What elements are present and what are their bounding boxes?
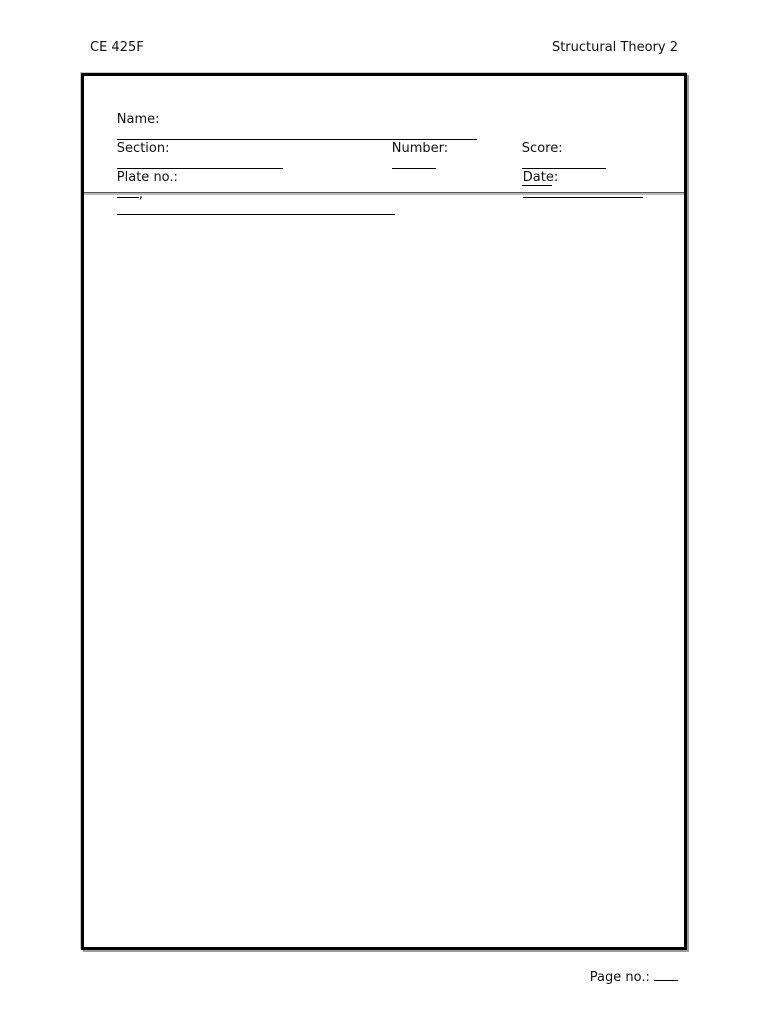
- score-label: Score:: [521, 141, 563, 156]
- name-label: Name:: [116, 112, 160, 127]
- number-field[interactable]: [392, 156, 436, 169]
- page-number: [590, 968, 678, 985]
- plate-frame: [81, 73, 687, 950]
- page-number-field[interactable]: [654, 968, 678, 981]
- page-label: Page no.:: [589, 970, 650, 985]
- number-label: Number:: [391, 141, 449, 156]
- course-title: Structural Theory 2: [551, 40, 678, 55]
- drawing-area[interactable]: [84, 196, 684, 947]
- plate-label: Plate no.:: [116, 170, 178, 185]
- course-code: CE 425F: [90, 40, 144, 55]
- section-label: Section:: [116, 141, 170, 156]
- date-label: Date:: [522, 170, 559, 185]
- plate-separator: ,: [138, 187, 143, 202]
- student-info-box: [84, 76, 684, 202]
